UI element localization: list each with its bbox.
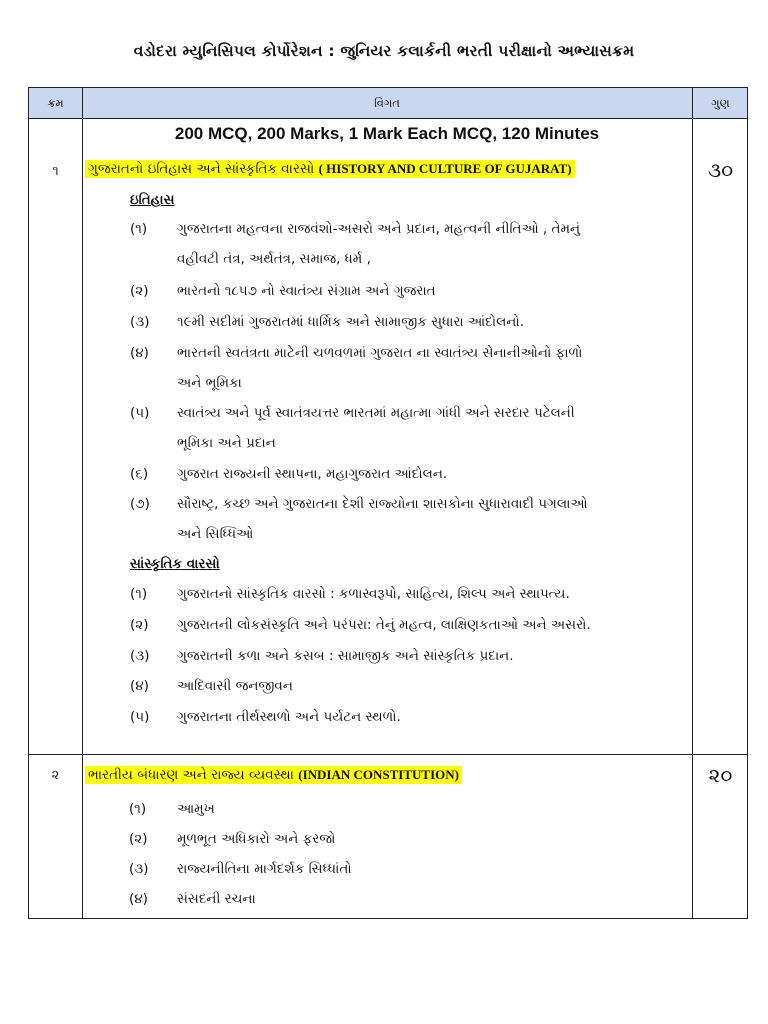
- item-text: ગુજરાતની લોકસંસ્કૃતિ અને પરંપરા: તેનું મહત્વ, લાક્ષિણકતાઓ અને અસરો.: [177, 617, 591, 633]
- item-text: સ્વાતંત્ર્ય અને પૂર્વ સ્વાતંત્રયત્તર ભારતમાં મહાત્મા ગાંધી અને સરદાર પટેલની: [177, 405, 575, 421]
- section-heading-en: (INDIAN CONSTITUTION): [298, 767, 459, 782]
- section-heading-gu: ગુજરાતનો ઇતિહાસ અને સાંસ્કૃતિક વારસો: [88, 161, 319, 177]
- syllabus-table: [28, 87, 748, 919]
- item-number: (૧): [129, 801, 147, 817]
- exam-summary: 200 MCQ, 200 Marks, 1 Mark Each MCQ, 120 Minutes: [174, 124, 600, 143]
- row-divider: [29, 118, 747, 119]
- item-text: ભૂમિકા અને પ્રદાન: [177, 435, 276, 451]
- row-marks: ૨૦: [708, 763, 733, 787]
- row-marks: ૩૦: [707, 158, 734, 182]
- section-heading-en: ( HISTORY AND CULTURE OF GUJARAT): [318, 161, 572, 176]
- item-number: (૨): [129, 831, 148, 847]
- item-text: ગુજરાતના તીર્થસ્થળો અને પર્યટન સ્થળો.: [177, 709, 401, 725]
- item-text: અને સિધ્ધિઓ: [177, 526, 254, 542]
- item-text: આદિવાસી જનજીવન: [177, 678, 293, 694]
- item-number: (૩): [130, 648, 150, 664]
- subsection-title: સાંસ્કૃતિક વારસો: [130, 556, 220, 572]
- row-sn: ૨: [51, 768, 60, 783]
- header-sn: ક્રમ: [47, 96, 64, 110]
- item-text: ગુજરાત રાજ્યની સ્થાપના, મહાગુજરાત આંદોલન.: [177, 466, 448, 482]
- subsection-title: ઇતિહાસ: [130, 192, 175, 208]
- section-heading: [85, 161, 575, 177]
- item-text: આમુખ: [177, 801, 215, 817]
- column-divider: [82, 88, 83, 918]
- item-number: (૨): [130, 283, 149, 299]
- item-number: (૪): [130, 678, 149, 694]
- item-text: ભારતની સ્વતંત્રતા માટેની ચળવળમાં ગુજરાત ના સ્વાતંત્ર્ય સેનાનીઓનો ફાળો: [177, 345, 583, 361]
- section-heading-gu: ભારતીય બંધારણ અને રાજ્ય વ્યવસ્થા: [88, 767, 299, 783]
- item-text: અને ભૂમિકા: [177, 375, 242, 391]
- header-marks: ગુણ: [711, 96, 730, 110]
- item-text: વહીવટી તંત્ર, અર્થતંત્ર, સમાજ, ધર્મ ,: [177, 251, 371, 267]
- item-number: (૩): [129, 861, 149, 877]
- row-sn: ૧: [52, 164, 59, 179]
- item-number: (૧): [130, 221, 148, 237]
- item-number: (૬): [130, 466, 149, 482]
- item-text: રાજ્યનીતિના માર્ગદર્શક સિધ્ધાંતો: [177, 861, 352, 877]
- item-number: (૪): [130, 345, 149, 361]
- item-text: ગુજરાતનો સાંસ્કૃતિક વારસો : કળાસ્વરૂપો, સાહિત્ય, શિલ્પ અને સ્થાપત્ય.: [177, 586, 570, 602]
- column-divider: [692, 88, 693, 918]
- item-text: ગુજરાતના મહત્વના રાજવંશો-અસરો અને પ્રદાન, મહત્વની નીતિઓ , તેમનું: [177, 221, 581, 237]
- item-number: (૧): [130, 586, 148, 602]
- item-text: ૧૯મી સદીમાં ગુજરાતમાં ધાર્મિક અને સામાજીક સુધારા આંદોલનો.: [177, 314, 525, 330]
- header-detail: વિગત: [374, 96, 400, 110]
- item-text: સંસદની રચના: [177, 891, 256, 907]
- item-number: (૫): [130, 405, 150, 421]
- item-text: ગુજરાતની કળા અને કસબ : સામાજીક અને સાંસ્કૃતિક પ્રદાન.: [177, 648, 514, 664]
- item-text: ભારતનો ૧૮૫૭ નો સ્વાતંત્ર્ય સંગ્રામ અને ગુજરાત: [177, 283, 436, 299]
- item-number: (૪): [129, 891, 148, 907]
- item-number: (૭): [130, 496, 150, 512]
- row-divider: [29, 754, 747, 755]
- item-number: (૫): [130, 709, 150, 725]
- item-text: સૌરાષ્ટ્ર, કચ્છ અને ગુજરાતના દેશી રાજ્યોના શાસકોના સુધારાવાદી પગલાઓ: [177, 496, 588, 512]
- item-text: મૂળભૂત અધિકારો અને ફરજો: [177, 831, 336, 847]
- page-title: વડોદરા મ્યુનિસિપલ કોર્પોરેશન : જુનિયર કલાર્કની ભરતી પરીક્ષાનો અભ્યાસક્રમ: [133, 42, 635, 60]
- item-number: (૨): [130, 617, 149, 633]
- item-number: (૩): [130, 314, 150, 330]
- section-heading: [85, 767, 462, 783]
